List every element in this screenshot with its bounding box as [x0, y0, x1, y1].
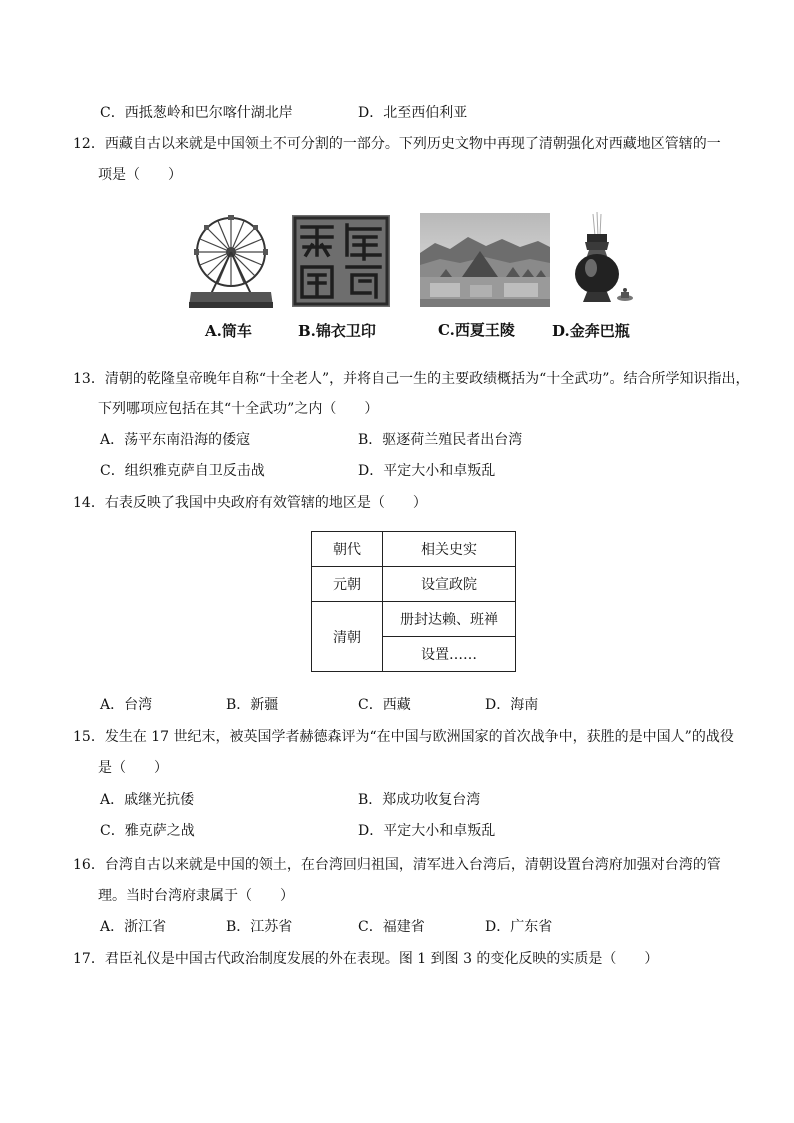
q14-history-table [311, 531, 516, 672]
table-row [312, 567, 516, 602]
q12-image-waterwheel [189, 212, 273, 308]
q12-caption-c: C.西夏王陵 [438, 321, 515, 339]
table-cell-dynasty: 清朝 [312, 602, 383, 672]
q12-caption-a: A.筒车 [205, 322, 252, 340]
q16-stem-line2: 理。当时台湾府隶属于（ ） [98, 888, 294, 904]
q14-option-b: B．新疆 [226, 697, 279, 713]
table-cell-dynasty: 元朝 [312, 567, 383, 602]
q17-stem: 17．君臣礼仪是中国古代政治制度发展的外在表现。图 1 到图 3 的变化反映的实质是（ ） [73, 951, 659, 967]
q11-option-c: C．西抵葱岭和巴尔喀什湖北岸 [100, 105, 293, 121]
q15-stem-line1: 15．发生在 17 世纪末，被英国学者赫德森评为“在中国与欧洲国家的首次战争中，获胜的是中国人”的战役 [73, 729, 734, 745]
q16-option-c: C．福建省 [358, 919, 425, 935]
q13-option-b: B．驱逐荷兰殖民者出台湾 [358, 432, 523, 448]
q15-stem-line2: 是（ ） [98, 760, 168, 776]
table-header-dynasty: 朝代 [312, 532, 383, 567]
q15-option-a: A．戚继光抗倭 [100, 792, 195, 808]
q15-option-b: B．郑成功收复台湾 [358, 792, 481, 808]
q13-stem-line2: 下列哪项应包括在其“十全武功”之内（ ） [98, 401, 379, 417]
q12-caption-d: D.金奔巴瓶 [552, 322, 630, 340]
q11-option-d: D．北至西伯利亚 [358, 105, 468, 121]
q14-option-c: C．西藏 [358, 697, 411, 713]
q12-image-mausoleum [420, 213, 550, 307]
table-cell-fact: 设宣政院 [383, 567, 516, 602]
q12-stem-line1: 12．西藏自古以来就是中国领土不可分割的一部分。下列历史文物中再现了清朝强化对西藏地区管辖的一 [73, 136, 721, 152]
table-row [312, 602, 516, 637]
q13-stem-line1: 13．清朝的乾隆皇帝晚年自称“十全老人”，并将自己一生的主要政绩概括为“十全武功”。结合所学知识指出， [73, 371, 750, 387]
q14-stem: 14．右表反映了我国中央政府有效管辖的地区是（ ） [73, 495, 427, 511]
q12-image-seal [292, 215, 390, 307]
q13-option-d: D．平定大小和卓叛乱 [358, 463, 496, 479]
q13-option-c: C．组织雅克萨自卫反击战 [100, 463, 265, 479]
q16-stem-line1: 16．台湾自古以来就是中国的领土，在台湾回归祖国，清军进入台湾后，清朝设置台湾府加强对台湾的管 [73, 857, 721, 873]
table-cell-fact: 设置…… [383, 637, 516, 672]
table-header-facts: 相关史实 [383, 532, 516, 567]
q16-option-b: B．江苏省 [226, 919, 293, 935]
q15-option-d: D．平定大小和卓叛乱 [358, 823, 496, 839]
q16-option-a: A．浙江省 [100, 919, 167, 935]
q15-option-c: C．雅克萨之战 [100, 823, 195, 839]
q14-option-d: D．海南 [485, 697, 539, 713]
q12-image-golden-urn [567, 212, 639, 308]
q13-option-a: A．荡平东南沿海的倭寇 [100, 432, 251, 448]
q12-stem-line2: 项是（ ） [98, 167, 182, 183]
table-row [312, 532, 516, 567]
q12-caption-b: B.锦衣卫印 [298, 322, 376, 340]
q16-option-d: D．广东省 [485, 919, 553, 935]
q14-option-a: A．台湾 [100, 697, 153, 713]
table-cell-fact: 册封达赖、班禅 [383, 602, 516, 637]
